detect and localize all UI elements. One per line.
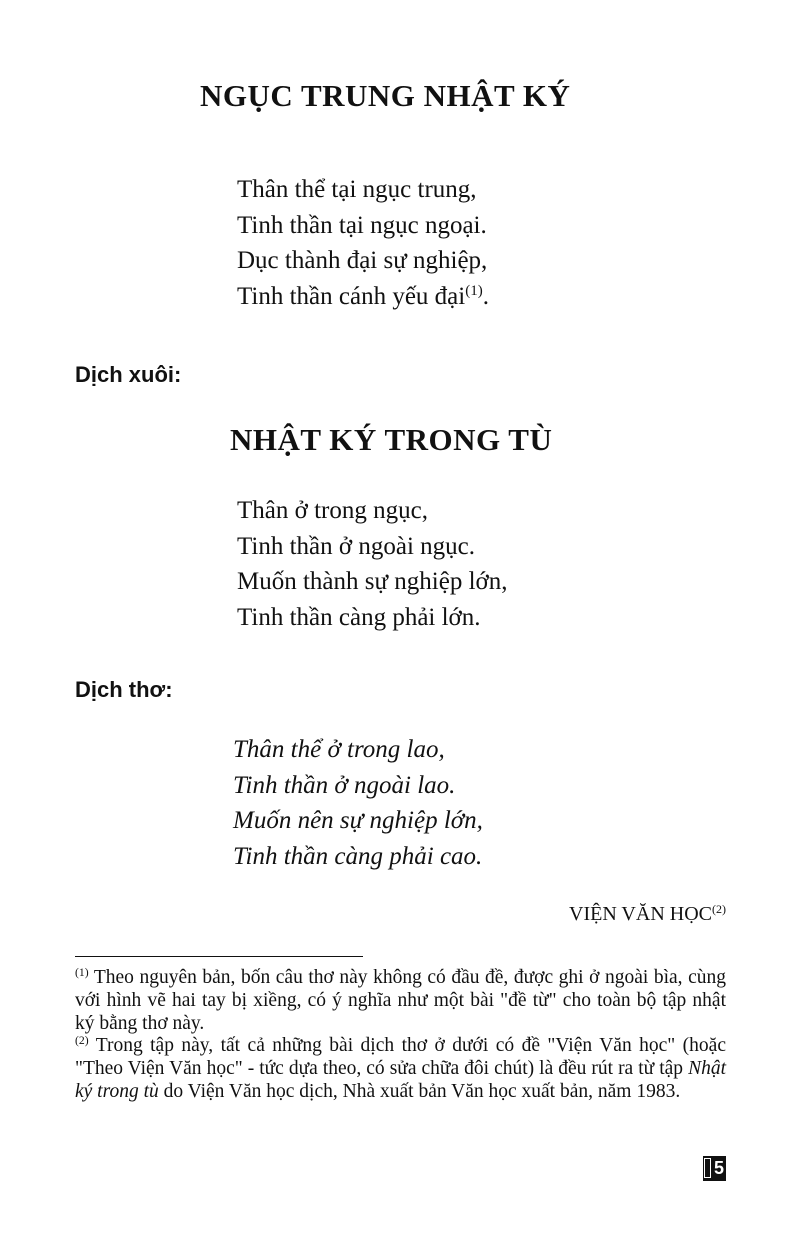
poem-line: Tinh thần càng phải cao. <box>233 842 483 870</box>
poem-line: Muốn nên sự nghiệp lớn, <box>233 807 483 834</box>
poem-line: Tinh thần ở ngoài ngục. <box>237 532 475 560</box>
poem-line: Tinh thần ở ngoài lao. <box>233 771 456 799</box>
page-number <box>703 1156 726 1181</box>
footnote-text: do Viện Văn học dịch, Nhà xuất bản Văn học xuất bản, năm 1983. <box>158 1080 681 1102</box>
poem-title-original: NGỤC TRUNG NHẬT KÝ <box>200 78 571 113</box>
footnote-2 <box>75 1035 726 1103</box>
footnote-text: Theo nguyên bản, bốn câu thơ này không có đầu đề, được ghi ở ngoài bìa, cùng với hình vẽ hai tay bị xiềng, có ý nghĩa như một bài "đề từ" cho toàn bộ tập nhật ký bằng thơ này. <box>75 967 726 1034</box>
poem-line-text: Tinh thần cánh yếu đại <box>237 282 466 310</box>
footnote-1 <box>75 967 726 1035</box>
poem-line-end: . <box>482 282 489 310</box>
poem-line <box>237 279 489 315</box>
footnote-mark: (2) <box>75 1034 89 1048</box>
footnote-book-title: Nhật ký trong tù <box>75 1058 726 1102</box>
footnote-text: Trong tập này, tất cả những bài dịch thơ ở dưới có đề "Viện Văn học" (hoặc "Theo Viện Văn học" - tức dựa theo, có sửa chữa đôi chút) là đều rút ra từ tập <box>75 1035 726 1080</box>
poem-verse <box>233 732 483 874</box>
poem-line: Thân ở trong ngục, <box>237 497 428 524</box>
poem-line: Muốn thành sự nghiệp lớn, <box>237 568 508 595</box>
footnote-mark: (1) <box>75 965 89 979</box>
page-number-text: 5 <box>713 1158 724 1178</box>
poem-original <box>237 172 489 314</box>
poem-line: Tinh thần tại ngục ngoại. <box>237 211 487 239</box>
attribution <box>569 903 726 926</box>
poem-line: Tinh thần càng phải lớn. <box>237 603 481 631</box>
poem-prose <box>237 493 508 635</box>
footnote-ref: (2) <box>712 901 726 916</box>
attribution-text: VIỆN VĂN HỌC <box>569 903 712 925</box>
ornament-icon <box>704 1158 711 1178</box>
label-verse-translation: Dịch thơ: <box>75 677 173 702</box>
poem-line: Thân thể ở trong lao, <box>233 736 445 763</box>
footnotes <box>75 967 726 1104</box>
poem-title-translation: NHẬT KÝ TRONG TÙ <box>230 422 553 457</box>
poem-line: Thân thể tại ngục trung, <box>237 176 477 203</box>
label-prose-translation: Dịch xuôi: <box>75 362 182 387</box>
poem-line: Dục thành đại sự nghiệp, <box>237 247 488 274</box>
footnote-divider <box>75 956 363 957</box>
footnote-ref: (1) <box>465 282 483 299</box>
